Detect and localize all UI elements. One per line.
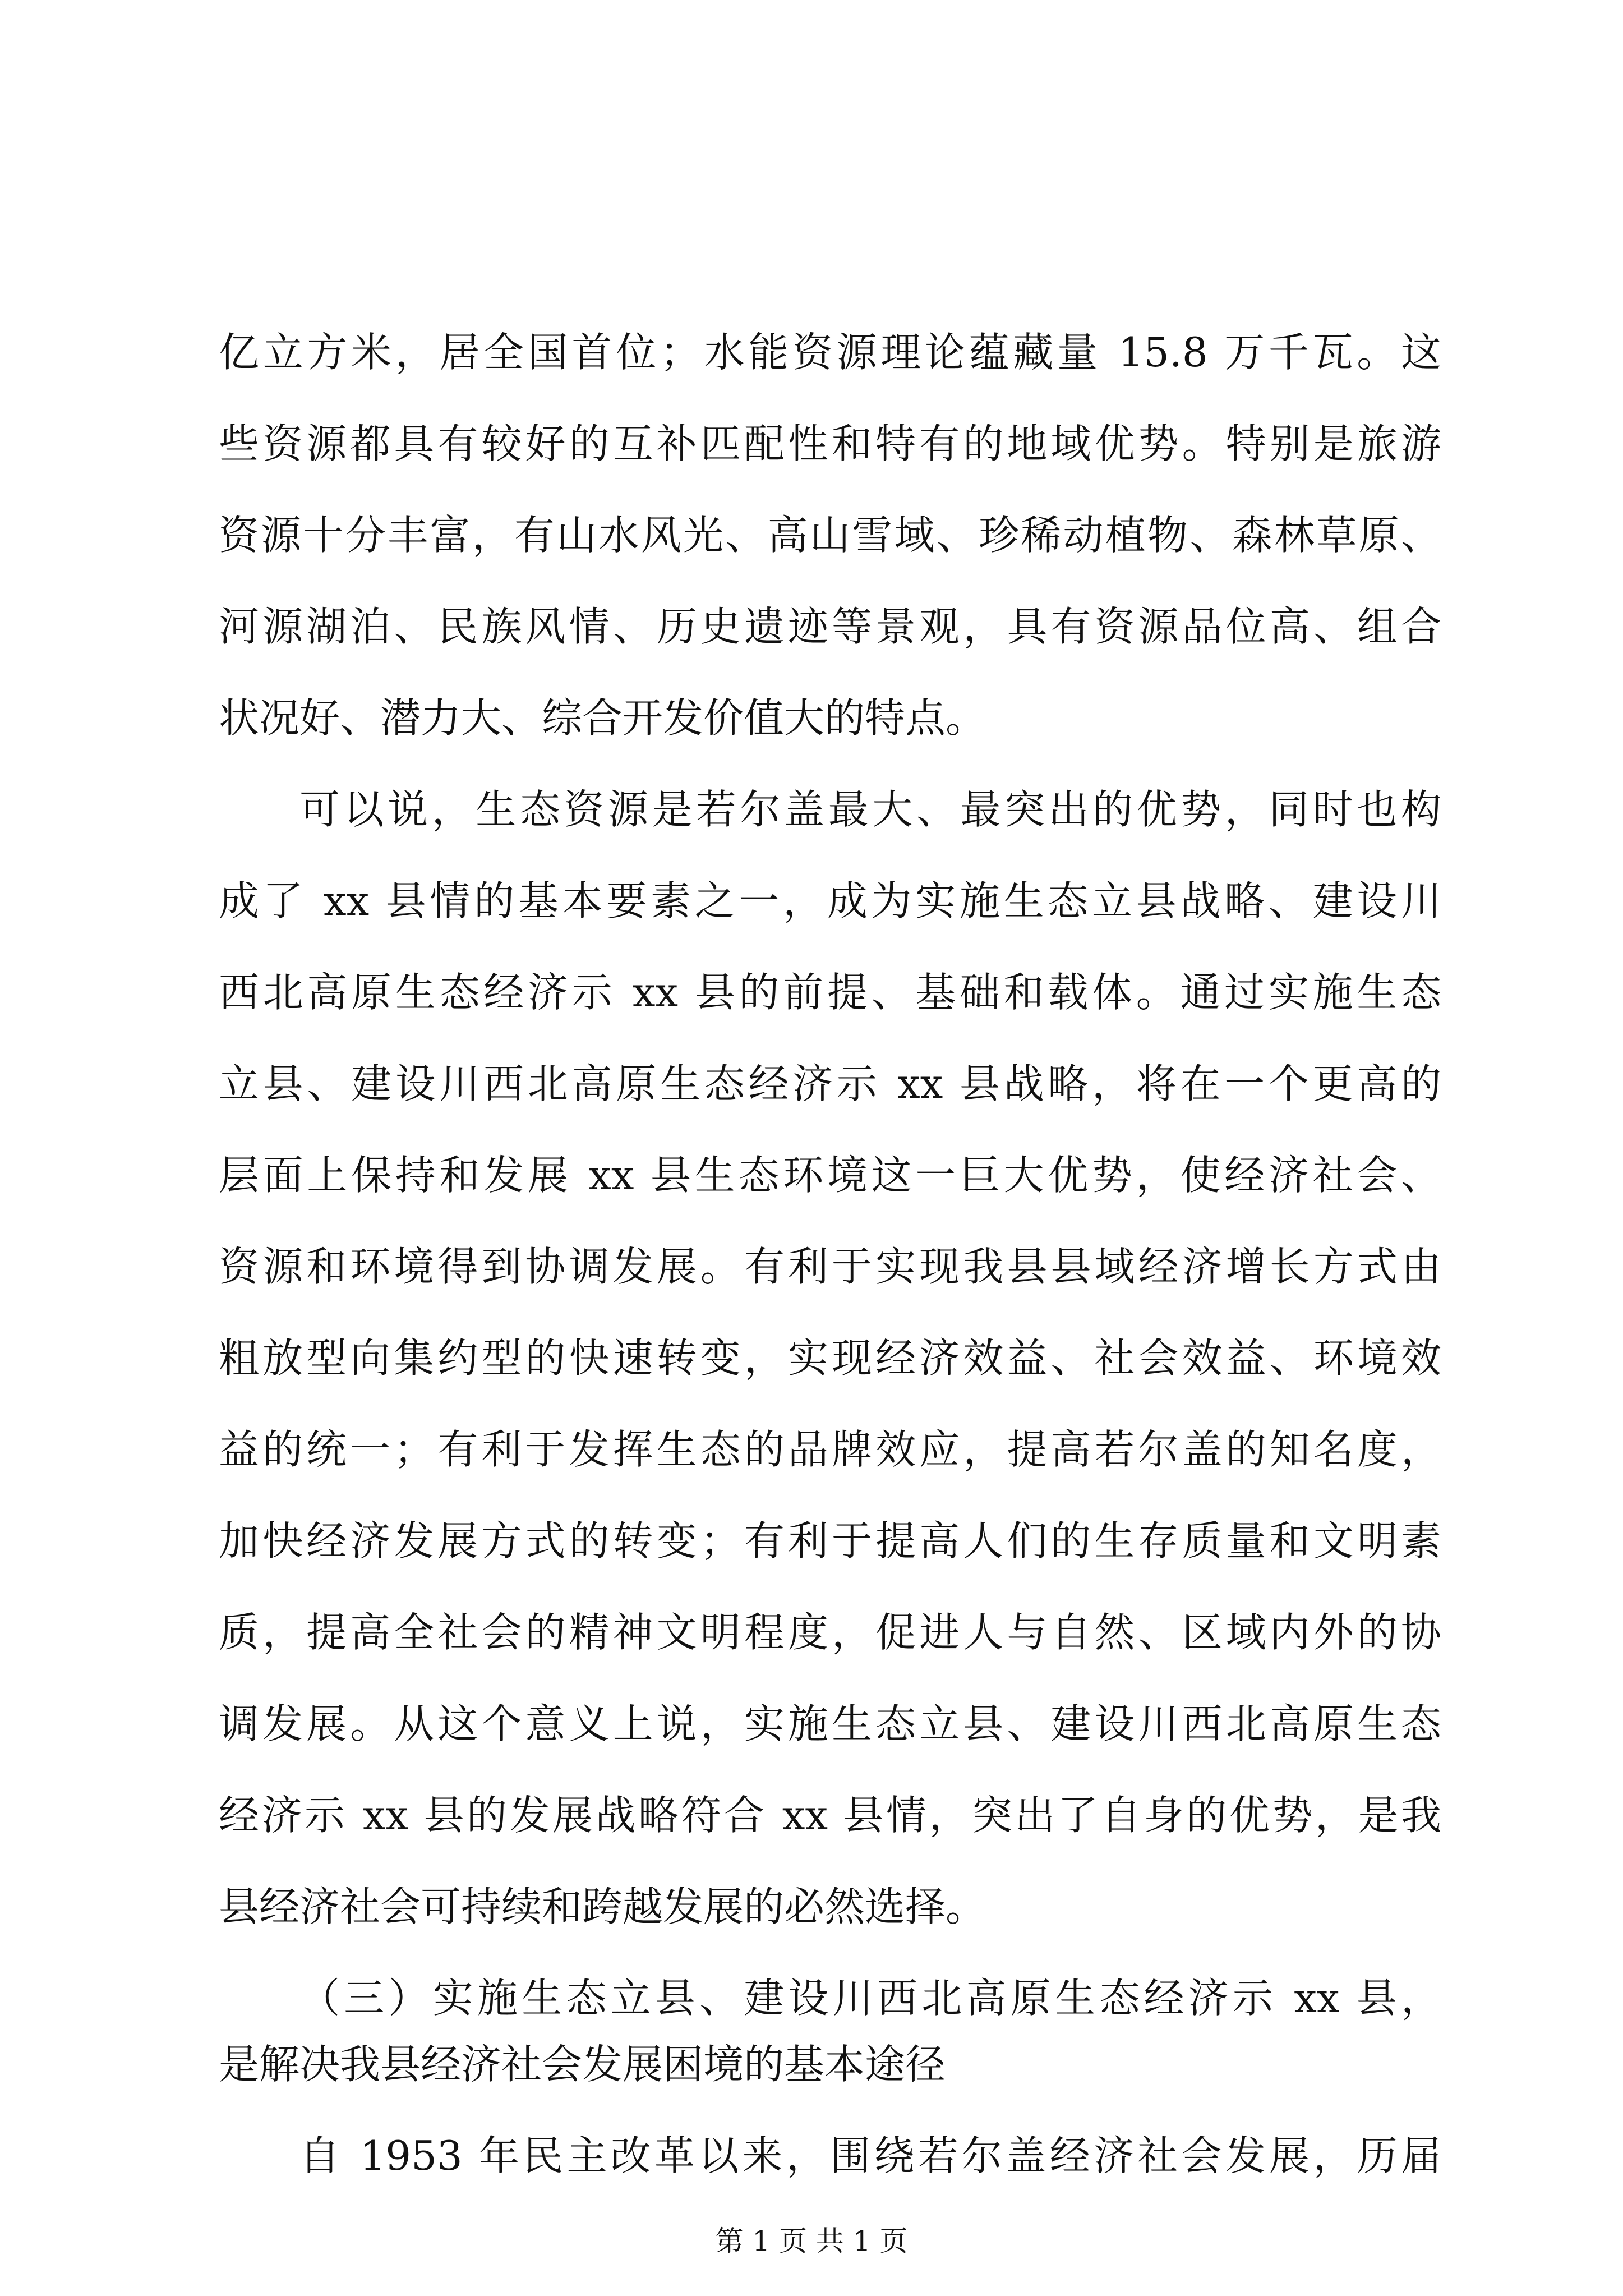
text-line: 成了 xx 县情的基本要素之一，成为实施生态立县战略、建设川 (219, 877, 1441, 924)
paragraph-first-line: 自 1953 年民主改革以来，围绕若尔盖经济社会发展，历届 (299, 2132, 1441, 2179)
text-line: 调发展。从这个意义上说，实施生态立县、建设川西北高原生态 (219, 1700, 1441, 1747)
text-line: 些资源都具有较好的互补匹配性和特有的地域优势。特别是旅游 (219, 420, 1441, 467)
text-line: 粗放型向集约型的快速转变，实现经济效益、社会效益、环境效 (219, 1335, 1441, 1382)
text-line: 质，提高全社会的精神文明程度，促进人与自然、区域内外的协 (219, 1609, 1441, 1656)
text-line: 河源湖泊、民族风情、历史遗迹等景观，具有资源品位高、组合 (219, 603, 1441, 650)
text-line: 亿立方米，居全国首位；水能资源理论蕴藏量 15.8 万千瓦。这 (219, 329, 1441, 376)
page-footer: 第 1 页 共 1 页 (715, 2225, 908, 2257)
text-line: 县经济社会可持续和跨越发展的必然选择。 (219, 1883, 986, 1930)
section-heading-line: （三）实施生态立县、建设川西北高原生态经济示 xx 县， (299, 1975, 1441, 2022)
text-line: 立县、建设川西北高原生态经济示 xx 县战略，将在一个更高的 (219, 1060, 1441, 1107)
section-heading-line: 是解决我县经济社会发展困境的基本途径 (219, 2041, 946, 2088)
text-line: 资源和环境得到协调发展。有利于实现我县县域经济增长方式由 (219, 1243, 1441, 1290)
text-line: 经济示 xx 县的发展战略符合 xx 县情，突出了自身的优势，是我 (219, 1792, 1441, 1839)
text-line: 层面上保持和发展 xx 县生态环境这一巨大优势，使经济社会、 (219, 1152, 1441, 1199)
text-line: 益的统一；有利于发挥生态的品牌效应，提高若尔盖的知名度， (219, 1426, 1441, 1473)
text-line: 西北高原生态经济示 xx 县的前提、基础和载体。通过实施生态 (219, 969, 1441, 1016)
paragraph-first-line: 可以说，生态资源是若尔盖最大、最突出的优势，同时也构 (299, 786, 1441, 833)
text-line: 加快经济发展方式的转变；有利于提高人们的生存质量和文明素 (219, 1517, 1441, 1565)
text-line: 状况好、潜力大、综合开发价值大的特点。 (219, 694, 986, 742)
text-line: 资源十分丰富，有山水风光、高山雪域、珍稀动植物、森林草原、 (219, 512, 1441, 559)
